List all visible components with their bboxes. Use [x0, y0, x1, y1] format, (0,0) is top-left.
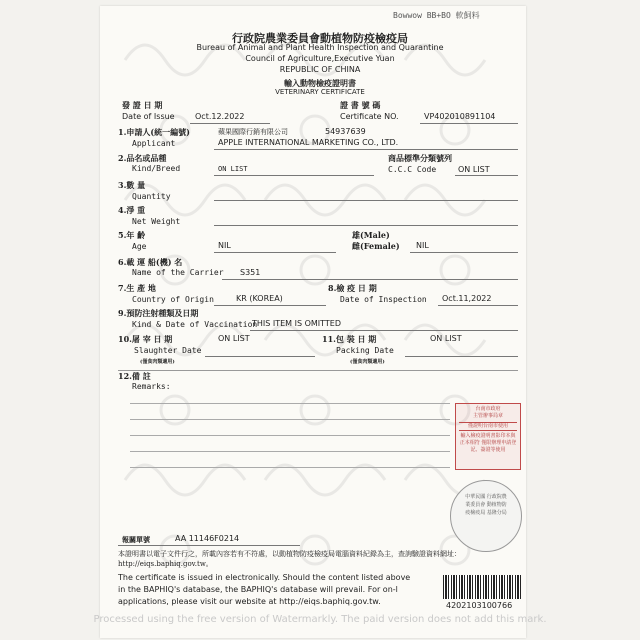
applicant-id: 54937639: [325, 127, 366, 136]
notice-zh: 本證明書以電子文件行之，所載內容若有不符處，以動植物防疫檢疫局電腦資料紀錄為主，查詢驗證資料網址：http://eiqs.baphiq.gov.tw。: [118, 550, 461, 568]
age-underline: [214, 252, 336, 253]
vaccination-label-zh: 9.預防注射種類及日期: [118, 308, 199, 318]
male-label: 雄(Male): [352, 230, 390, 240]
vaccination-underline: [250, 330, 518, 331]
applicant-name-en: APPLE INTERNATIONAL MARKETING CO., LTD.: [218, 138, 399, 147]
net-weight-underline: [214, 225, 518, 226]
packing-label-en: Packing Date: [336, 346, 394, 355]
issue-date-label-en: Date of Issue: [122, 112, 175, 121]
packing-value: ON LIST: [430, 334, 462, 343]
net-weight-label-en: Net Weight: [132, 217, 181, 226]
issue-date-value: Oct.12.2022: [195, 112, 245, 121]
customs-no-label: 報關單號: [122, 535, 150, 544]
agency-title-zh: 行政院農業委員會動植物防疫檢疫局: [232, 32, 408, 45]
female-label: 雌(Female): [352, 241, 400, 251]
origin-label-en: Country of Origin: [132, 295, 214, 304]
origin-underline: [214, 305, 326, 306]
handwritten-note: Bowwow BB+BO 軟飼料: [393, 11, 480, 20]
packing-label-zh: 11.包 裝 日 期: [322, 334, 377, 344]
ccc-label-zh: 商品標準分類號列: [388, 153, 452, 163]
stamp-line1: 台南市政府: [475, 406, 501, 412]
stamp-line3: 僅證明台南市使用: [459, 422, 517, 431]
certificate-title-zh: 輸入動物檢疫證明書: [284, 78, 356, 88]
agency-title-en: Bureau of Animal and Plant Health Inspection and Quarantine: [196, 43, 444, 52]
cert-no-label-zh: 證 書 號 碼: [340, 100, 381, 110]
slaughter-underline: [205, 356, 315, 357]
slaughter-note: (僅食肉類適用): [140, 359, 175, 365]
applicant-underline: [214, 149, 518, 150]
sex-underline: [410, 252, 518, 253]
notice-en-line3: applications, please visit our website at http://eiqs.baphiq.gov.tw.: [118, 597, 381, 606]
carrier-label-en: Name of the Carrier: [132, 268, 224, 277]
remarks-line: [130, 467, 450, 468]
inspection-label-en: Date of Inspection: [340, 295, 427, 304]
origin-value: KR (KOREA): [236, 294, 283, 303]
issue-date-underline: [190, 123, 270, 124]
net-weight-label-zh: 4.淨 重: [118, 205, 146, 215]
council-line: Council of Agriculture,Executive Yuan: [245, 54, 395, 63]
barcode: [443, 575, 521, 599]
carrier-value: S351: [240, 268, 261, 277]
age-label-en: Age: [132, 242, 147, 251]
cert-no-value: VP402010891104: [424, 112, 496, 121]
customs-no-value: AA 11146F0214: [175, 534, 240, 543]
carrier-underline: [222, 279, 518, 280]
certificate-title-en: VETERINARY CERTIFICATE: [275, 88, 365, 96]
remarks-line: [130, 403, 450, 404]
kind-underline: [214, 175, 374, 176]
inspection-value: Oct.11,2022: [442, 294, 492, 303]
age-label-zh: 5.年 齡: [118, 230, 146, 240]
origin-label-zh: 7.生 產 地: [118, 283, 156, 293]
kind-label-zh: 2.品名或品種: [118, 153, 167, 163]
ccc-value: ON LIST: [458, 165, 490, 174]
remarks-line: [130, 419, 450, 420]
notice-en-line2: in the BAPHIQ's database, the BAPHIQ's database will prevail. For on-l: [118, 585, 398, 594]
quantity-label-zh: 3.數 量: [118, 180, 146, 190]
issue-date-label-zh: 發 證 日 期: [122, 100, 163, 110]
inspection-label-zh: 8.檢 疫 日 期: [328, 283, 377, 293]
remarks-label-en: Remarks:: [132, 382, 171, 391]
carrier-label-zh: 6.載 運 船(機) 名: [118, 257, 183, 267]
kind-value: ON LIST: [218, 165, 248, 173]
stamp-line2: 主管辦事局章: [472, 413, 503, 419]
female-value: NIL: [416, 241, 429, 250]
ccc-underline: [455, 175, 518, 176]
country-line: REPUBLIC OF CHINA: [279, 65, 361, 74]
barcode-number: 4202103100766: [446, 601, 513, 610]
agency-seal: [450, 480, 522, 552]
kind-label-en: Kind/Breed: [132, 164, 181, 173]
vaccination-label-en: Kind & Date of Vaccination: [132, 320, 258, 329]
packing-note: (僅食肉類適用): [350, 359, 385, 365]
slaughter-value: ON LIST: [218, 334, 250, 343]
applicant-label-en: Applicant: [132, 139, 176, 148]
quantity-underline: [214, 200, 518, 201]
remarks-label-zh: 12.備 註: [118, 371, 151, 381]
customs-underline: [118, 545, 300, 546]
official-stamp: [455, 403, 521, 470]
applicant-name-zh: 蘋果國際行銷有限公司: [218, 128, 288, 136]
age-value: NIL: [218, 241, 231, 250]
cert-no-underline: [420, 123, 518, 124]
stamp-body: 輸入檢疫證明書影印本與正本相符 僅限辦理申請登記、簽證等使用: [459, 433, 517, 453]
remarks-top-rule: [118, 370, 518, 371]
cert-no-label-en: Certificate NO.: [340, 112, 399, 121]
slaughter-label-zh: 10.屠 宰 日 期: [118, 334, 173, 344]
packing-underline: [405, 356, 518, 357]
remarks-line: [130, 435, 450, 436]
quantity-label-en: Quantity: [132, 192, 171, 201]
applicant-label-zh: 1.申請人(統一編號): [118, 127, 190, 137]
slaughter-label-en: Slaughter Date: [134, 346, 202, 355]
inspection-underline: [438, 305, 518, 306]
footer-watermark: Processed using the free version of Watermarkly. The paid version does not add this mark.: [93, 614, 547, 625]
ccc-label-en: C.C.C Code: [388, 165, 437, 174]
vaccination-value: THIS ITEM IS OMITTED: [252, 319, 342, 328]
remarks-line: [130, 451, 450, 452]
seal-text: 中華民國 行政院農業委員會 動植物防疫檢疫局 基隆分局: [465, 494, 507, 516]
notice-en-line1: The certificate is issued in electronically. Should the content listed above: [118, 573, 411, 582]
